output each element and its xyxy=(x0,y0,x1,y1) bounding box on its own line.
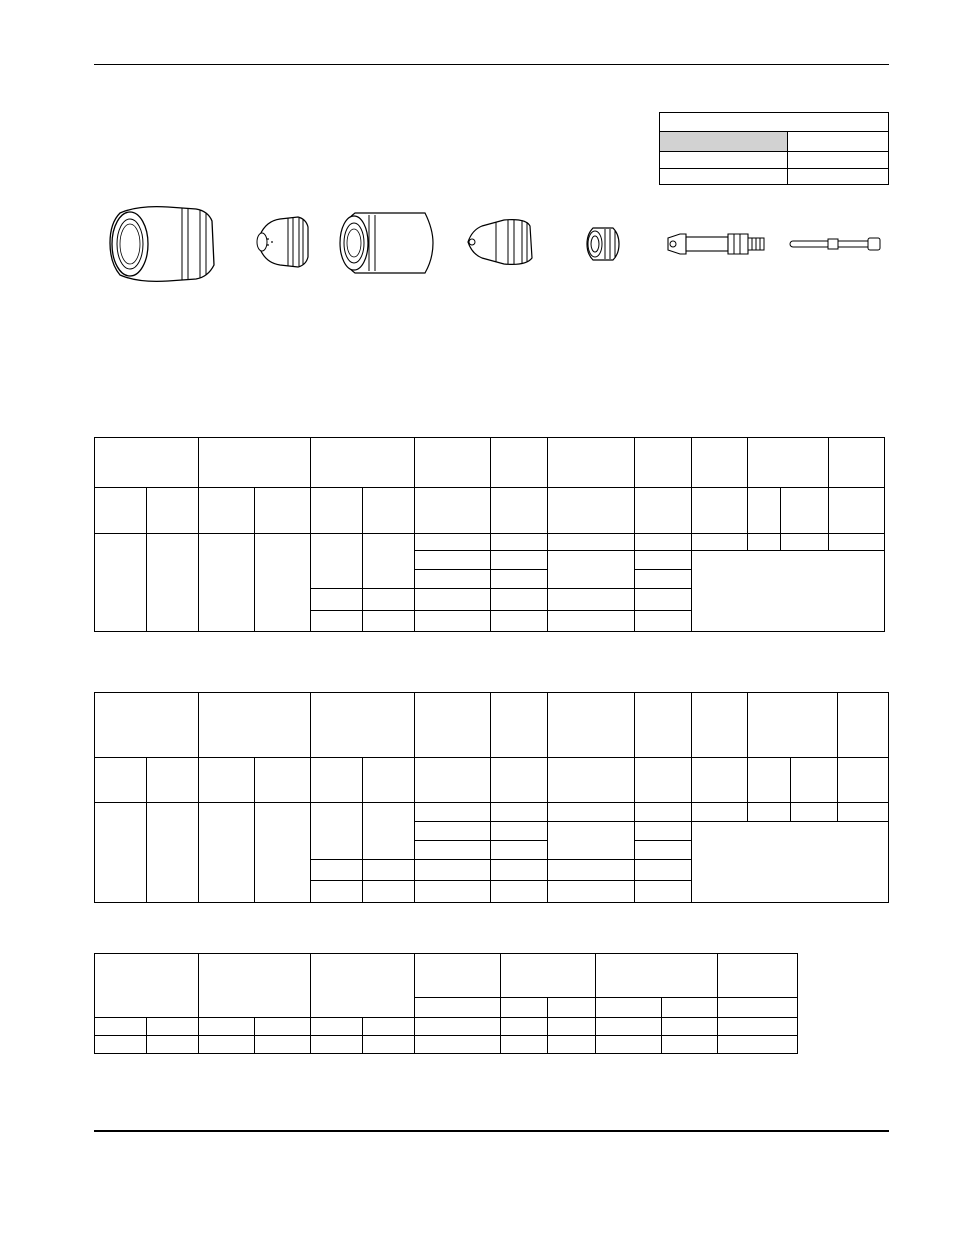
swirl-ring-icon xyxy=(583,224,623,264)
shield-icon xyxy=(108,203,218,283)
water-tube-icon xyxy=(788,234,884,254)
electrode-icon xyxy=(664,226,770,262)
nozzle-cap-icon xyxy=(252,213,312,271)
header-rule xyxy=(94,64,889,65)
retaining-cap-icon xyxy=(337,209,437,277)
footer-rule xyxy=(94,1130,889,1132)
legend-shaded-cell xyxy=(660,131,787,151)
nozzle-icon xyxy=(464,214,536,270)
